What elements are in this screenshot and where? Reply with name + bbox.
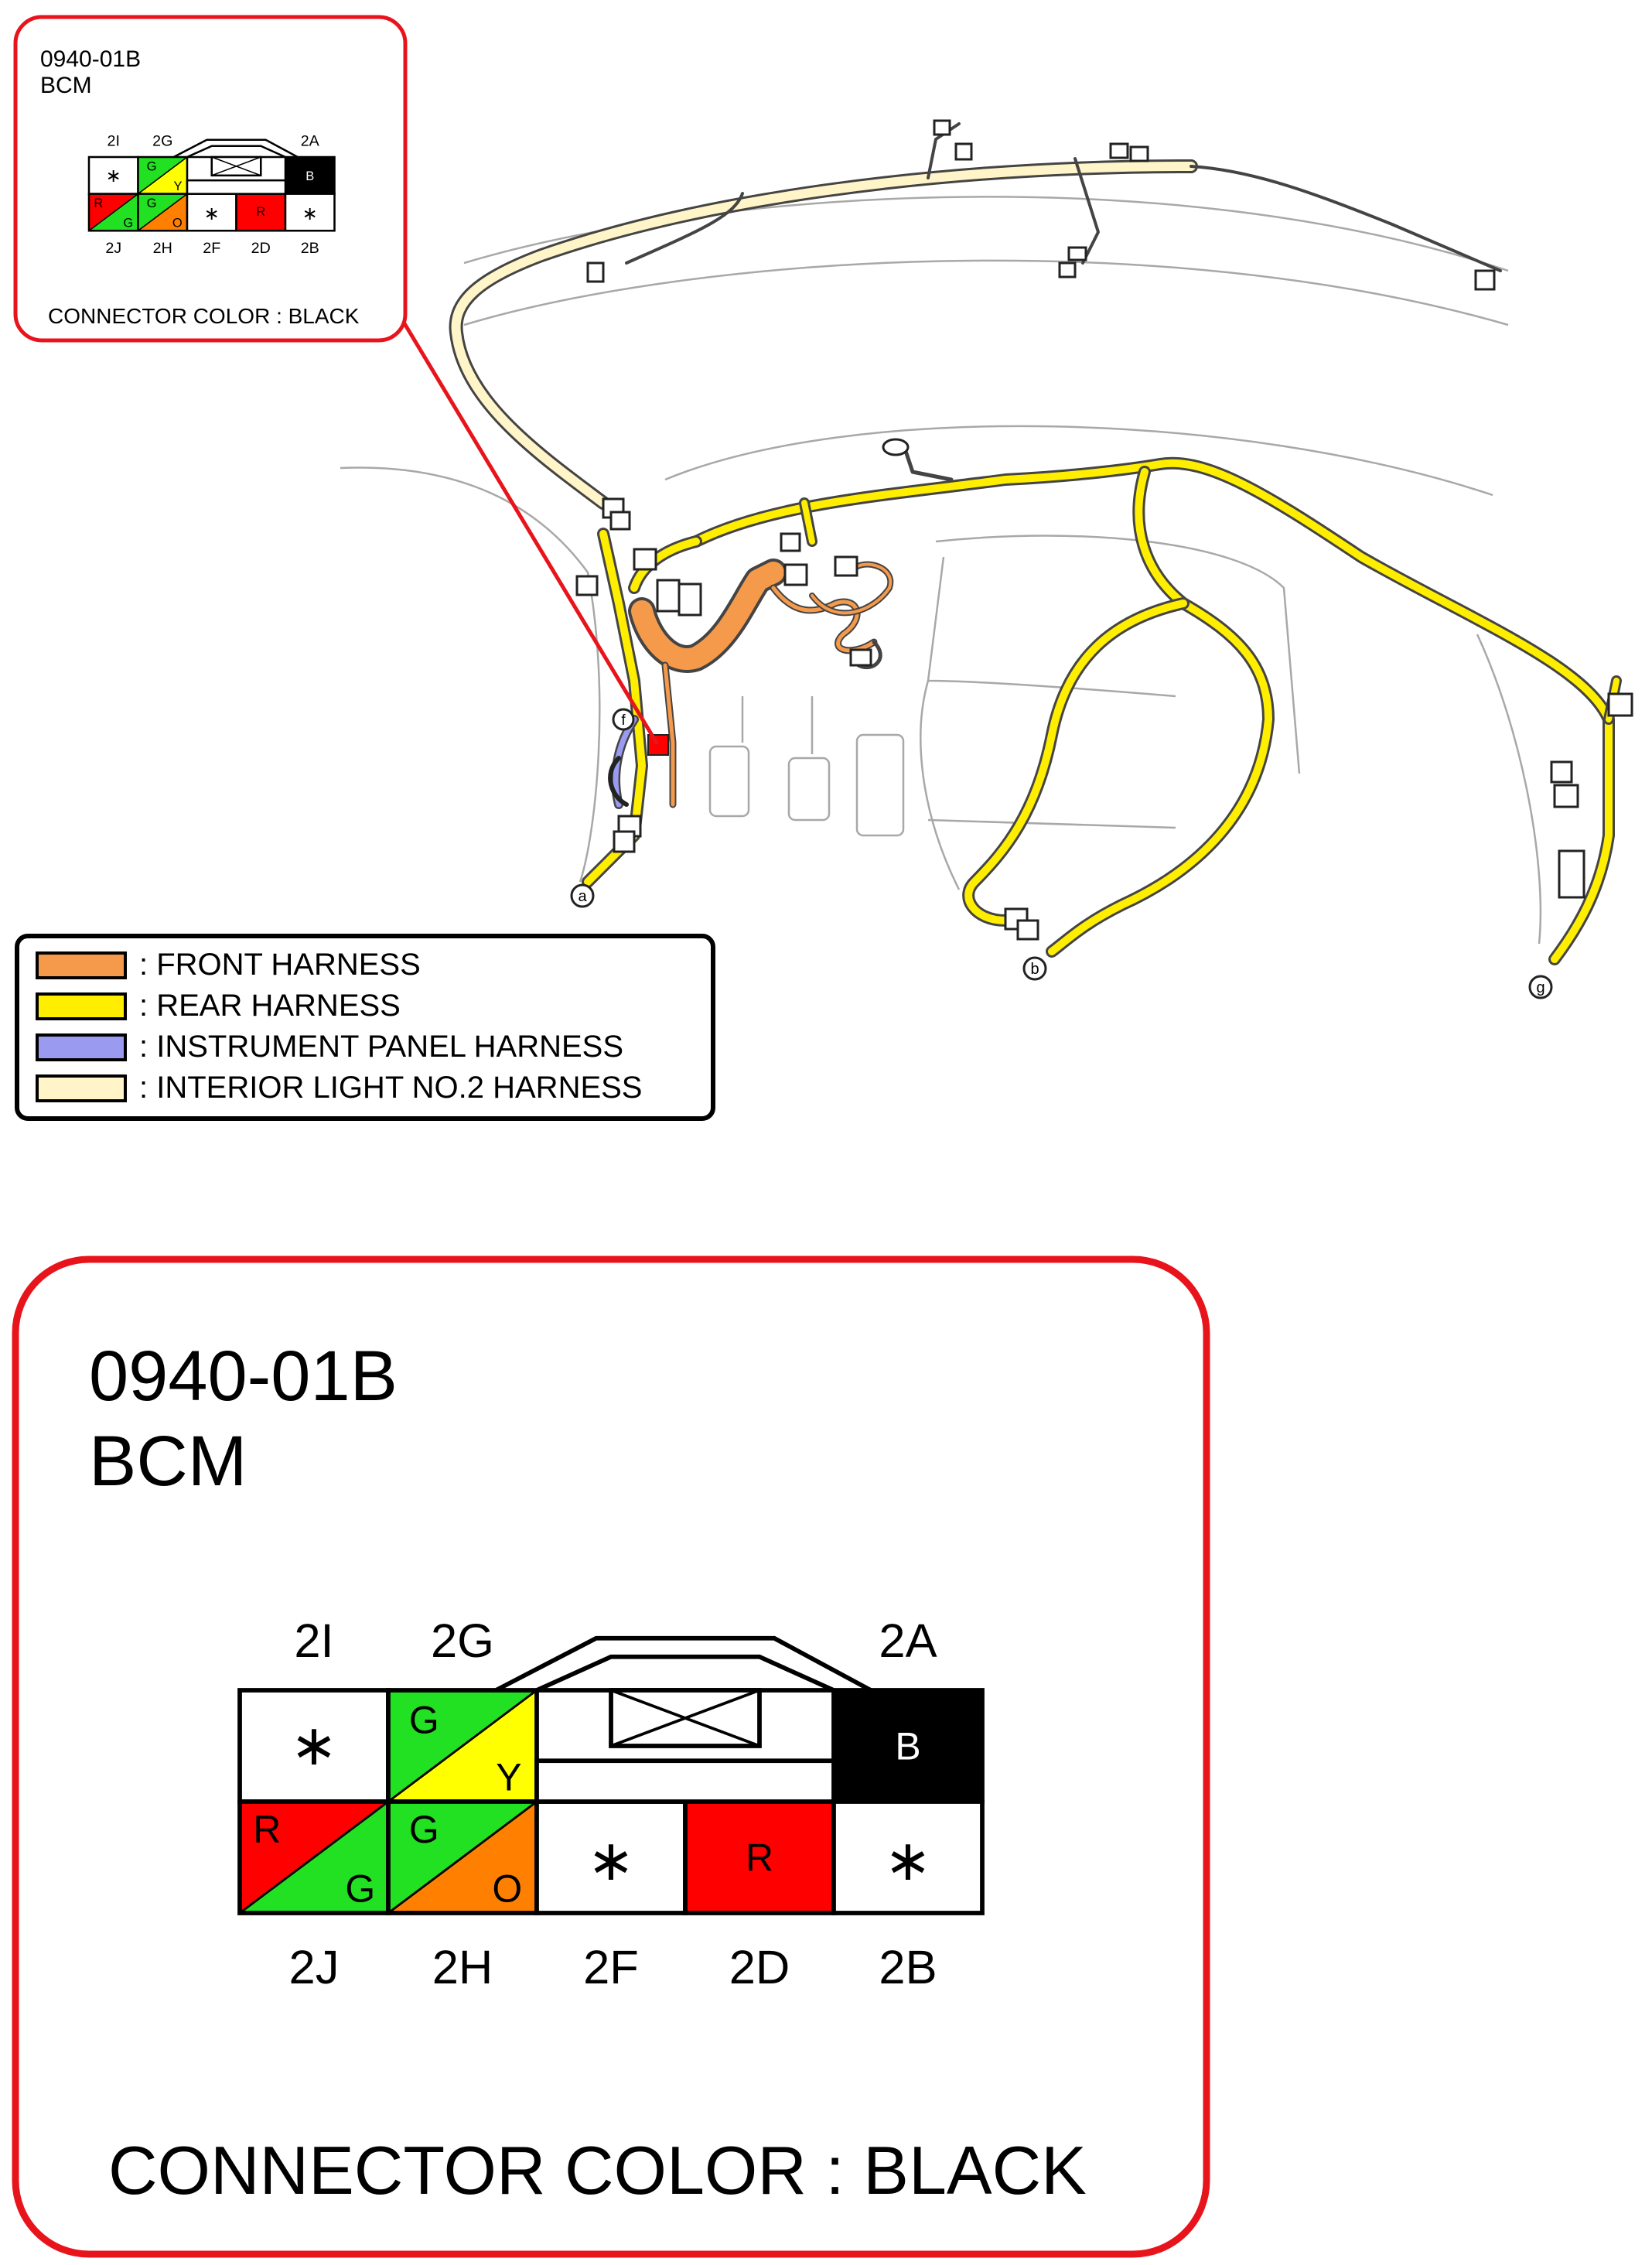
label-2B: 2B bbox=[879, 1941, 937, 1995]
connector-detail-panel bbox=[15, 1259, 1207, 2254]
svg-text:G: G bbox=[146, 159, 157, 174]
pin-2I-mark: ∗ bbox=[290, 1714, 338, 1777]
legend-swatch-rear bbox=[37, 994, 125, 1019]
label-2J: 2J bbox=[288, 1941, 340, 1995]
connector-color-note: CONNECTOR COLOR : BLACK bbox=[108, 2132, 1087, 2209]
vehicle-outline bbox=[340, 196, 1541, 944]
marker-b bbox=[1024, 958, 1046, 979]
svg-text:O: O bbox=[172, 216, 183, 231]
svg-text:∗: ∗ bbox=[203, 203, 220, 224]
instrument-panel-harness bbox=[610, 719, 634, 805]
connector-name: BCM bbox=[89, 1422, 247, 1501]
pin-2B-mark: ∗ bbox=[884, 1829, 932, 1892]
inset-connector-color: CONNECTOR COLOR : BLACK bbox=[48, 304, 360, 328]
inset-name: BCM bbox=[40, 73, 92, 98]
svg-text:2G: 2G bbox=[152, 132, 173, 150]
svg-text:: INSTRUMENT PANEL HARNESS: : INSTRUMENT PANEL HARNESS bbox=[139, 1030, 624, 1064]
svg-text:: FRONT HARNESS: : FRONT HARNESS bbox=[139, 948, 421, 982]
svg-text:G: G bbox=[408, 1698, 439, 1742]
bcm-location bbox=[648, 735, 668, 755]
svg-text:∗: ∗ bbox=[105, 165, 121, 186]
legend-swatch-front bbox=[37, 953, 125, 978]
svg-text:G: G bbox=[123, 216, 134, 231]
label-2I: 2I bbox=[294, 1614, 334, 1668]
label-2G: 2G bbox=[431, 1614, 494, 1668]
grommet bbox=[883, 439, 908, 455]
svg-text:Y: Y bbox=[173, 179, 183, 193]
pin-2F-mark: ∗ bbox=[587, 1829, 635, 1892]
svg-text:2J: 2J bbox=[105, 239, 122, 257]
svg-text:a: a bbox=[578, 888, 587, 905]
svg-text:: INTERIOR LIGHT NO.2 HARNESS: : INTERIOR LIGHT NO.2 HARNESS bbox=[139, 1071, 643, 1105]
marker-a bbox=[572, 885, 593, 907]
harness-legend bbox=[17, 936, 713, 1119]
svg-text:2F: 2F bbox=[203, 239, 221, 257]
svg-text:b: b bbox=[1030, 961, 1039, 978]
svg-text:G: G bbox=[345, 1867, 376, 1911]
legend-swatch-instrument-panel bbox=[37, 1035, 125, 1060]
legend-item-front bbox=[37, 948, 421, 982]
svg-text:: REAR HARNESS: : REAR HARNESS bbox=[139, 989, 401, 1023]
svg-text:R: R bbox=[94, 196, 104, 211]
marker-f bbox=[613, 709, 633, 729]
svg-text:B: B bbox=[895, 1724, 921, 1768]
svg-text:O: O bbox=[492, 1867, 523, 1911]
svg-text:2D: 2D bbox=[251, 239, 271, 257]
inset-callout bbox=[15, 17, 405, 340]
connector-code: 0940-01B bbox=[89, 1337, 398, 1416]
svg-text:R: R bbox=[256, 205, 266, 220]
svg-text:G: G bbox=[408, 1807, 439, 1851]
label-2D: 2D bbox=[729, 1941, 790, 1995]
label-2H: 2H bbox=[432, 1941, 493, 1995]
svg-text:R: R bbox=[745, 1836, 774, 1880]
label-2A: 2A bbox=[879, 1614, 937, 1668]
svg-text:B: B bbox=[305, 169, 315, 184]
svg-text:2H: 2H bbox=[152, 239, 172, 257]
marker-g bbox=[1530, 976, 1551, 998]
interior-light-harness bbox=[456, 124, 1500, 503]
svg-text:g: g bbox=[1536, 979, 1545, 996]
route-markers bbox=[572, 709, 1551, 998]
svg-text:2B: 2B bbox=[300, 239, 319, 257]
svg-text:∗: ∗ bbox=[302, 203, 318, 224]
legend-swatch-interior-light bbox=[37, 1076, 125, 1101]
inset-code: 0940-01B bbox=[40, 46, 142, 72]
svg-text:R: R bbox=[253, 1807, 282, 1851]
svg-text:Y: Y bbox=[496, 1755, 522, 1799]
svg-text:2A: 2A bbox=[300, 132, 319, 150]
legend-item-instrument-panel bbox=[37, 1030, 623, 1064]
svg-text:2I: 2I bbox=[107, 132, 120, 150]
legend-item-rear bbox=[37, 989, 401, 1023]
svg-text:G: G bbox=[146, 196, 157, 211]
label-2F: 2F bbox=[583, 1941, 639, 1995]
svg-text:f: f bbox=[621, 712, 626, 729]
